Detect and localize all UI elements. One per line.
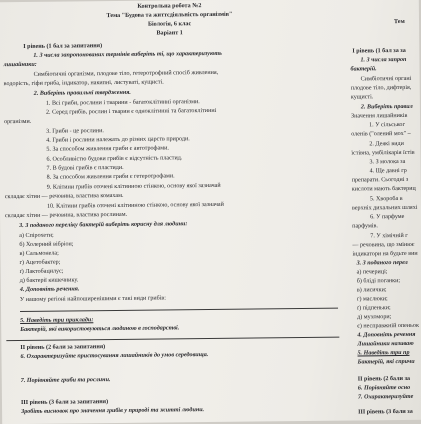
q2-item-10-cont: складає хітин — речовина, властива рослинам.	[5, 211, 128, 220]
q2-item-5: 5. За способом живлення гриби є автотрофами.	[46, 145, 169, 153]
q2-item-1: 1. Всі гриби, рослини і тварини - багатоклітинні організми.	[45, 99, 200, 107]
right-line: верхніх дихальних шляхі	[351, 204, 418, 212]
q2-text: 2. Виберіть правильні твердження.	[33, 89, 131, 97]
right-line: 7. У хімічній г	[370, 232, 408, 240]
divider	[6, 337, 339, 341]
q2-item-8: 8. За способом живлення гриби є гетеротрофами.	[46, 173, 175, 181]
right-line: Значення лишайників	[350, 112, 408, 120]
q1-options: Симбіотичні організми, плодове тіло, гетеротрофний спосіб живлення,	[33, 69, 219, 78]
right-line: б) бліді поганки;	[356, 278, 401, 285]
right-line: Бактерій, які спричи	[357, 358, 415, 366]
level-3-heading: ІІІ рівень (3 бали за запитання)	[20, 399, 109, 406]
level-2-heading: ІІ рівень (2 бали за запитання)	[20, 344, 106, 351]
q2-item-3: 3. Гриби - це рослини.	[46, 128, 104, 135]
right-line: 6. У парфуме	[370, 213, 405, 221]
q2-item-9: 9. Клітини грибів оточені клітинною стінкою, основу якої зазначай	[46, 182, 221, 191]
q3-option-b: б) Холерний вібріон;	[19, 241, 74, 249]
q4-text: 4. Доповніть речення.	[19, 286, 80, 294]
q6-text: 6. Охарактеризуйте пристосування лишайників до умов середовища.	[20, 352, 209, 360]
right-line: препарати. Сьогодні з	[351, 176, 409, 184]
q1-options-cont: водорість, гіфи гриба, індикатор, накипні, листуваті, кущисті.	[3, 79, 164, 88]
right-line: Симбіотичні органі	[360, 75, 412, 83]
right-line: плодове тіло, дифтерія,	[350, 84, 412, 92]
q1-text-cont: лишайники:	[3, 61, 37, 69]
q2-item-2: 2. Серед грибів, рослин і тварин є одноклітинні та багатоклітинні	[45, 107, 217, 116]
q4-prompt: У нашому регіоні найпоширенішими є такі види грибів:	[19, 295, 167, 304]
right-line: 3. З молока за	[369, 158, 406, 166]
right-line: 4. Ще давні гр	[369, 167, 407, 175]
q2-item-7: 7. В будові грибів є пластиди.	[46, 164, 124, 172]
right-line: 4. Доповніть речення	[357, 331, 416, 339]
topic: Тема "Будова та життєдіяльність організмів"	[106, 11, 233, 20]
right-line: а) печериці;	[356, 269, 388, 276]
q3-text: 3. З поданого переліку бактерій виберіть корисну для людини:	[19, 221, 188, 230]
right-line: кислоти мають бактериц	[351, 185, 416, 193]
right-line: 1. З числа запроп	[360, 56, 407, 64]
right-line: д) мухомори;	[357, 314, 392, 321]
right-line: 7. Охарактеризуйте	[357, 393, 414, 401]
q3-option-gh: ґ) Лактобацилус;	[19, 268, 64, 276]
q5-text: 5. Наведіть три приклади:	[20, 317, 94, 324]
q2-item-6: 6. Особливістю будови грибів є відсутність пластид.	[46, 155, 183, 163]
variant: Варіант 1	[156, 30, 183, 37]
right-header: Тем	[394, 18, 405, 26]
level-1-heading: І рівень (1 бал за запитання)	[23, 43, 103, 50]
right-line: в) лисички;	[356, 287, 387, 294]
right-line: оленів ("олений мох" –	[351, 130, 411, 138]
q7-text: 7. Порівняйте гриби та рослини.	[20, 377, 111, 384]
right-line: бактерій.	[350, 66, 377, 73]
right-line: ІІІ рівень (3 бали за	[358, 408, 413, 416]
right-line: 1. У сільськог	[369, 121, 405, 129]
right-line: парфумів.	[352, 223, 378, 230]
q5-prompt: Бактерій, які використовуються людиною в господарстві.	[20, 325, 180, 333]
q2-item-9-cont: складає хітин — речовина, властива комахам.	[4, 192, 124, 201]
right-line: Лишайники називаю	[357, 340, 414, 348]
right-line: кущисті.	[350, 94, 374, 101]
right-line: ґ) підпеньки;	[356, 305, 391, 312]
title: Контрольна робота №2	[137, 3, 202, 10]
right-line: 2. Деякі види	[369, 140, 404, 148]
right-line: — речовина, що змінює	[352, 241, 415, 249]
right-line: 2. Виберіть правил	[360, 103, 413, 111]
q3-option-v: в) Сальмонела;	[19, 250, 59, 258]
q3-option-d: д) бактерії кишечнику.	[19, 277, 79, 285]
answer-line	[20, 308, 338, 312]
q2-item-2-cont: організми.	[4, 118, 32, 126]
right-line: г) маслюки;	[356, 296, 388, 303]
right-line: 3. З поданого перел	[356, 259, 408, 267]
q8-text: Зробіть висновок про значення грибів у природі та житті людини.	[21, 407, 205, 415]
q3-option-a: а) Спірохети;	[19, 232, 54, 240]
q1-text: 1. З числа запропонованих термінів виберіть ті, що характеризують	[33, 50, 222, 59]
right-line: І рівень (1 бал за за	[352, 47, 406, 55]
right-line: є) несправжній опеньок	[357, 322, 419, 330]
subject-grade: Біологія, 6 клас	[147, 21, 192, 28]
right-line: індикатори на будьте вин	[352, 250, 418, 258]
right-line: 5. Наведіть три пр	[357, 349, 410, 357]
right-line: ІІ рівень (2 бали за	[357, 375, 411, 383]
right-line: 6. Порівняйте осно	[357, 384, 411, 392]
left-variant-column	[3, 0, 336, 415]
right-line: їстівна, умбілікарія їстів	[351, 149, 415, 157]
q2-item-10: 10. Клітини грибів оточені клітинною стінкою, основу якої зазначай	[46, 201, 224, 210]
q2-item-4: 4. Гриби і рослини належать до різних царств природи.	[46, 136, 190, 144]
right-line: 5. Хвороба в	[369, 195, 403, 203]
right-variant-column	[350, 0, 421, 421]
q3-option-g: г) Ацетобактер;	[19, 259, 61, 267]
